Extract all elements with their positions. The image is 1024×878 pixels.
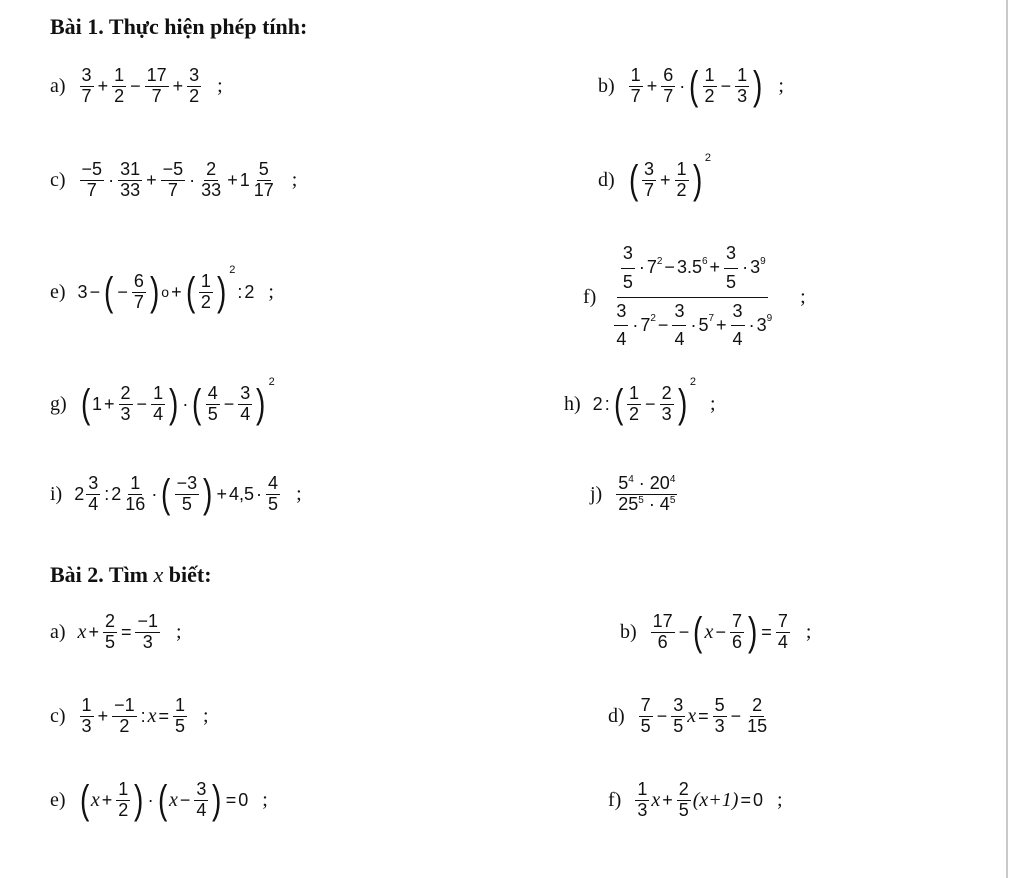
- heading-variable: x: [153, 562, 164, 587]
- math-expression: $\frac{7}{5}$ − $\frac{3}{5}$ x = $\frac{5}{3}$ − $\frac{2}{15}$: [640, 695, 768, 736]
- problem-label: a): [50, 74, 66, 97]
- math-expression: $\frac{17}{6}$ − ( x − $\frac{7}{6}$ ) = $\frac{7}{4}$: [652, 610, 788, 655]
- problem-2c: [50, 696, 209, 737]
- problem-label: c): [50, 704, 66, 727]
- semicolon: ;: [291, 168, 298, 191]
- section-heading-bai2: [50, 562, 212, 588]
- problem-1c: [50, 160, 297, 201]
- math-expression: 2 $\frac{3}{4}$ : 2 $\frac{1}{16}$ · ( $\frac{-3}{5}$ ) + 4,5 · $\frac{4}{5}$: [74, 472, 279, 517]
- semicolon: ;: [805, 620, 812, 643]
- math-expression: $\frac{3}{5}$ · 7 2 − 3.5 6 + $\frac{3}{5}$ · 3 9 $\frac{3}{4}$ · 7 2 − $\frac{3}{4}$ · 5 7 + $\frac{3}{4}$ · 3 9: [616, 243, 773, 350]
- math-expression: $\frac{1}{7}$ + $\frac{6}{7}$ · ( $\frac{1}{2}$ − $\frac{1}{3}$ ): [630, 64, 763, 109]
- semicolon: ;: [296, 482, 302, 505]
- problem-label: e): [50, 280, 66, 303]
- section-heading-bai1: Bài 1. Thực hiện phép tính:: [50, 14, 308, 39]
- problem-label: d): [608, 704, 625, 727]
- semicolon: ;: [777, 788, 783, 811]
- semicolon: ;: [268, 280, 274, 303]
- problem-label: b): [598, 74, 615, 97]
- math-expression: ( $\frac{3}{7}$ + $\frac{1}{2}$ ) 2: [628, 152, 711, 203]
- problem-label: i): [50, 482, 63, 505]
- semicolon: ;: [262, 788, 268, 811]
- problem-label: c): [50, 168, 66, 191]
- semicolon: ;: [710, 392, 716, 415]
- problem-1i: [50, 474, 302, 515]
- math-expression: 2 : ( $\frac{1}{2}$ − $\frac{2}{3}$ ) 2: [592, 376, 697, 427]
- math-expression: $\frac{-5}{7}$ · $\frac{31}{33}$ + $\frac{-5}{7}$ · $\frac{2}{33}$ + 1 $\frac{5}{17}$: [81, 159, 274, 200]
- problem-label: f): [608, 788, 622, 811]
- problem-1e: [50, 264, 274, 315]
- problem-label: e): [50, 788, 66, 811]
- math-expression: ( x + $\frac{1}{2}$ ) · ( x − $\frac{3}{4}$ ) = 0: [79, 778, 249, 823]
- problem-1b: [598, 66, 784, 107]
- heading-text-pre: Bài 2. Tìm: [50, 562, 149, 587]
- semicolon: ;: [203, 704, 209, 727]
- problem-1g: [50, 376, 275, 427]
- problem-1j: [590, 474, 679, 515]
- semicolon: ;: [217, 74, 223, 97]
- problem-label: f): [583, 285, 597, 308]
- problem-1d: [598, 152, 711, 203]
- problem-2a: [50, 612, 182, 653]
- math-expression: 3 − ( − $\frac{6}{7}$ ) o + ( $\frac{1}{2}$ ) 2 : 2: [77, 264, 255, 315]
- page-right-border: [1006, 0, 1008, 878]
- semicolon: ;: [176, 620, 182, 643]
- math-expression: $\frac{3}{7}$ + $\frac{1}{2}$ − $\frac{17}{7}$ + $\frac{3}{2}$: [81, 65, 200, 106]
- problem-label: a): [50, 620, 66, 643]
- problem-label: h): [564, 392, 581, 415]
- problem-1a: [50, 66, 223, 107]
- problem-label: d): [598, 168, 615, 191]
- heading-text-post: biết:: [168, 562, 212, 587]
- math-expression: $\frac{5^4 \cdot 20^4}{25^5 \cdot 4^5}$: [618, 473, 676, 514]
- problem-2d: [608, 696, 771, 737]
- math-expression: $\frac{1}{3}$ x + $\frac{2}{5}$ (x+1) = 0: [637, 779, 763, 820]
- semicolon: ;: [800, 285, 806, 308]
- semicolon: ;: [778, 74, 784, 97]
- math-expression: x + $\frac{2}{5}$ = $\frac{-1}{3}$: [77, 611, 159, 652]
- problem-1h: [564, 376, 716, 427]
- math-expression: $\frac{1}{3}$ + $\frac{-1}{2}$ : x = $\frac{1}{5}$: [81, 695, 186, 736]
- problem-label: j): [590, 482, 603, 505]
- problem-1f: [583, 244, 806, 350]
- problem-label: b): [620, 620, 637, 643]
- problem-label: g): [50, 392, 67, 415]
- problem-2b: [620, 612, 811, 653]
- math-expression: ( 1 + $\frac{2}{3}$ − $\frac{1}{4}$ ) · ( $\frac{4}{5}$ − $\frac{3}{4}$ ) 2: [80, 376, 275, 427]
- problem-2f: [608, 780, 783, 821]
- problem-2e: [50, 780, 268, 821]
